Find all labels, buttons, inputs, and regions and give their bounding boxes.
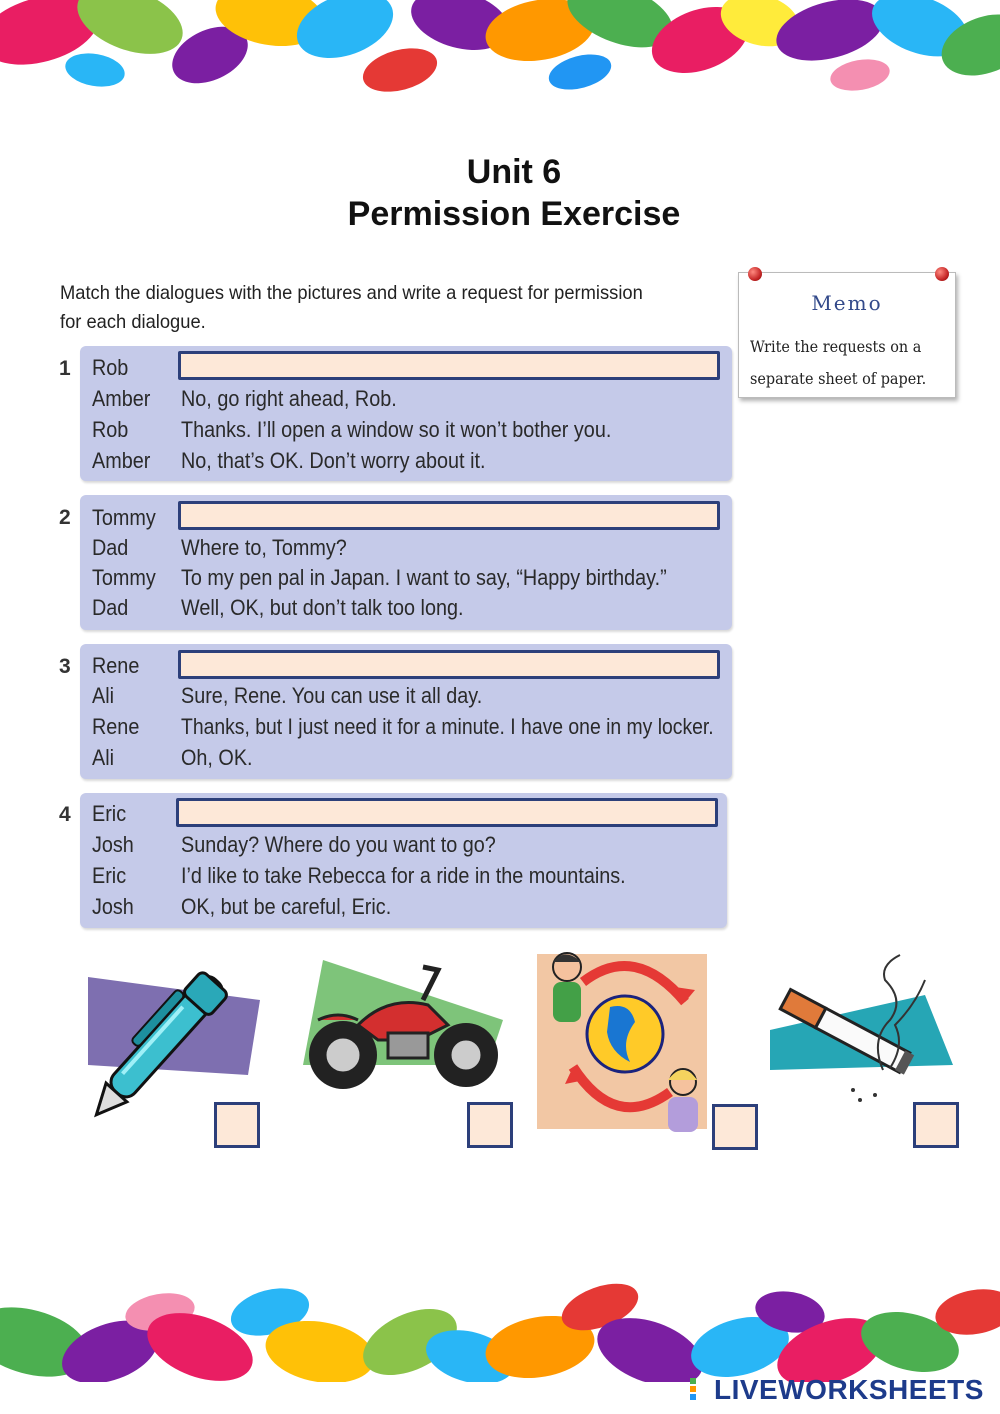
memo-text: Write the requests on a separate sheet of paper.: [750, 337, 927, 388]
speaker-name: Josh: [92, 832, 134, 857]
pen-picture: [78, 945, 263, 1120]
memo-title: Memo: [811, 291, 883, 315]
dialogue-line: Well, OK, but don’t talk too long.: [181, 595, 464, 620]
dialogue-number: 3: [59, 655, 71, 678]
instructions-text: Match the dialogues with the pictures and write a request for permission for each dialogue.: [60, 282, 643, 333]
phone-call-globe-picture: [535, 942, 710, 1137]
dialogue-number: 1: [59, 357, 71, 380]
page-title: Permission Exercise: [347, 195, 681, 233]
dialogue-number: 4: [59, 803, 71, 826]
cigarette-picture: [765, 950, 955, 1110]
speaker-name: Eric: [92, 863, 127, 888]
picture-answer-box-motorcycle[interactable]: [467, 1102, 513, 1148]
dialogue-line: Thanks. I’ll open a window so it won’t bother you.: [181, 417, 612, 442]
dialogue-number: 2: [59, 506, 71, 529]
speaker-name: Tommy: [92, 505, 156, 530]
dialogue-line: Sure, Rene. You can use it all day.: [181, 683, 483, 708]
speaker-name: Ali: [92, 683, 115, 708]
page-title-unit: Unit 6: [466, 153, 562, 191]
dialogue-line: No, that’s OK. Don’t worry about it.: [181, 448, 486, 473]
pushpin-icon: [935, 267, 949, 281]
motorcycle-picture: [298, 955, 503, 1095]
dialogue-line: I’d like to take Rebecca for a ride in the mountains.: [181, 863, 626, 888]
speaker-name: Ali: [92, 745, 115, 770]
dialogue-line: To my pen pal in Japan. I want to say, “Happy birthday.”: [181, 565, 667, 590]
answer-input-3[interactable]: [178, 650, 720, 679]
picture-answer-box-phone[interactable]: [712, 1104, 758, 1150]
dialogue-line: Oh, OK.: [181, 745, 253, 770]
memo-note: [738, 272, 956, 398]
speaker-name: Rob: [92, 417, 129, 442]
dialogue-line: Where to, Tommy?: [181, 535, 347, 560]
dialogue-line: Thanks, but I just need it for a minute. I have one in my locker.: [181, 714, 714, 739]
speaker-name: Amber: [92, 386, 151, 411]
liveworksheets-brand: LIVEWORKSHEETS: [714, 1374, 984, 1405]
dialogue-line: No, go right ahead, Rob.: [181, 386, 397, 411]
speaker-name: Eric: [92, 801, 127, 826]
speaker-name: Amber: [92, 448, 151, 473]
answer-input-4[interactable]: [176, 798, 718, 827]
answer-input-1[interactable]: [178, 351, 720, 380]
speaker-name: Rene: [92, 714, 140, 739]
pushpin-icon: [748, 267, 762, 281]
speaker-name: Rob: [92, 355, 129, 380]
picture-answer-box-pen[interactable]: [214, 1102, 260, 1148]
dialogue-line: Sunday? Where do you want to go?: [181, 832, 496, 857]
picture-answer-box-cigarette[interactable]: [913, 1102, 959, 1148]
speaker-name: Dad: [92, 535, 129, 560]
dialogue-line: OK, but be careful, Eric.: [181, 894, 392, 919]
speaker-name: Dad: [92, 595, 129, 620]
leaf-border-top: [0, 0, 1000, 105]
speaker-name: Rene: [92, 653, 140, 678]
leaf-border-bottom: [0, 1272, 1000, 1382]
speaker-name: Tommy: [92, 565, 156, 590]
speaker-name: Josh: [92, 894, 134, 919]
liveworksheets-logo-icon: [690, 1378, 712, 1402]
answer-input-2[interactable]: [178, 501, 720, 530]
